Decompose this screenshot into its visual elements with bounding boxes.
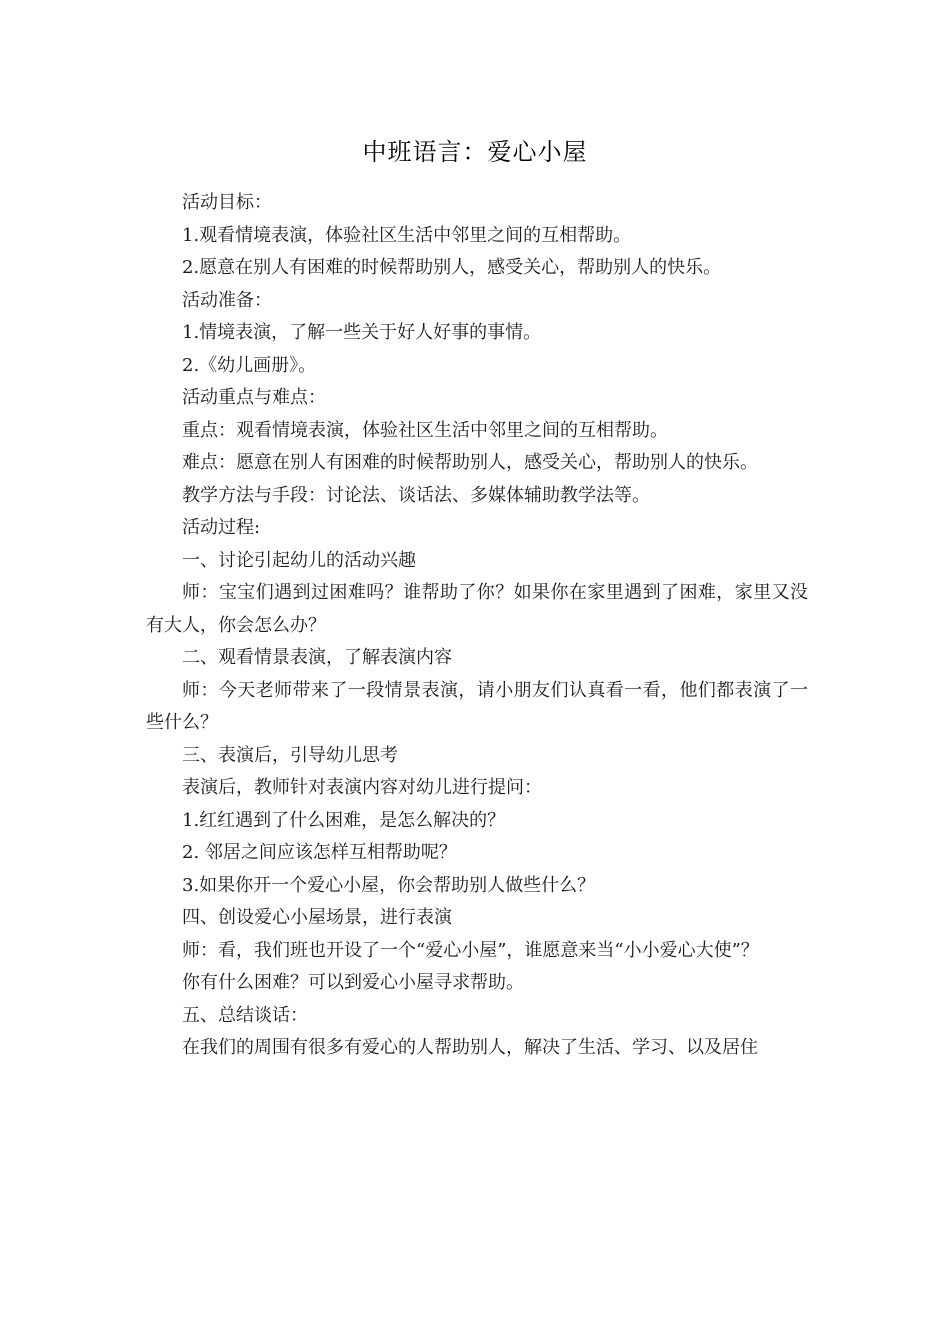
paragraph: 一、讨论引起幼儿的活动兴趣 xyxy=(182,549,416,571)
document-title: 中班语言：爱心小屋 xyxy=(362,138,588,166)
paragraph: 四、创设爱心小屋场景，进行表演 xyxy=(182,907,452,928)
paragraph: 1.观看情境表演，体验社区生活中邻里之间的互相帮助。 xyxy=(182,224,632,246)
paragraph: 在我们的周围有很多有爱心的人帮助别人，解决了生活、学习、以及居住 xyxy=(182,1037,758,1058)
paragraph: 3.如果你开一个爱心小屋，你会帮助别人做些什么？ xyxy=(182,874,596,896)
paragraph: 教学方法与手段：讨论法、谈话法、多媒体辅助教学法等。 xyxy=(182,484,650,506)
paragraph: 重点：观看情境表演，体验社区生活中邻里之间的互相帮助。 xyxy=(182,419,668,441)
paragraph: 2.《幼儿画册》。 xyxy=(182,354,317,376)
paragraph: 五、总结谈话： xyxy=(182,1004,308,1026)
paragraph: 2. 邻居之间应该怎样互相帮助呢？ xyxy=(182,842,457,863)
document-body xyxy=(146,187,808,1065)
paragraph: 三、表演后，引导幼儿思考 xyxy=(182,744,398,766)
paragraph: 1.红红遇到了什么困难，是怎么解决的？ xyxy=(182,809,506,831)
paragraph: 2.愿意在别人有困难的时候帮助别人，感受关心，帮助别人的快乐。 xyxy=(182,257,722,278)
paragraph: 活动重点与难点： xyxy=(182,387,326,408)
paragraph: 表演后，教师针对表演内容对幼儿进行提问： xyxy=(182,777,542,798)
paragraph: 难点：愿意在别人有困难的时候帮助别人，感受关心，帮助别人的快乐。 xyxy=(182,452,758,473)
paragraph: 师：看，我们班也开设了一个“爱心小屋”，谁愿意来当“小小爱心大使”？ xyxy=(182,939,759,961)
paragraph: 师：今天老师带来了一段情景表演，请小朋友们认真看一看，他们都表演了一些什么？ xyxy=(146,679,808,733)
paragraph: 1.情境表演，了解一些关于好人好事的事情。 xyxy=(182,322,542,343)
paragraph: 活动过程: xyxy=(182,517,261,538)
paragraph: 活动目标： xyxy=(182,192,272,213)
paragraph: 师：宝宝们遇到过困难吗？谁帮助了你？如果你在家里遇到了困难，家里又没有大人，你会怎么办？ xyxy=(146,582,808,636)
paragraph: 你有什么困难？可以到爱心小屋寻求帮助。 xyxy=(182,972,524,993)
paragraph: 活动准备： xyxy=(182,289,272,311)
paragraph: 二、观看情景表演，了解表演内容 xyxy=(182,647,452,668)
